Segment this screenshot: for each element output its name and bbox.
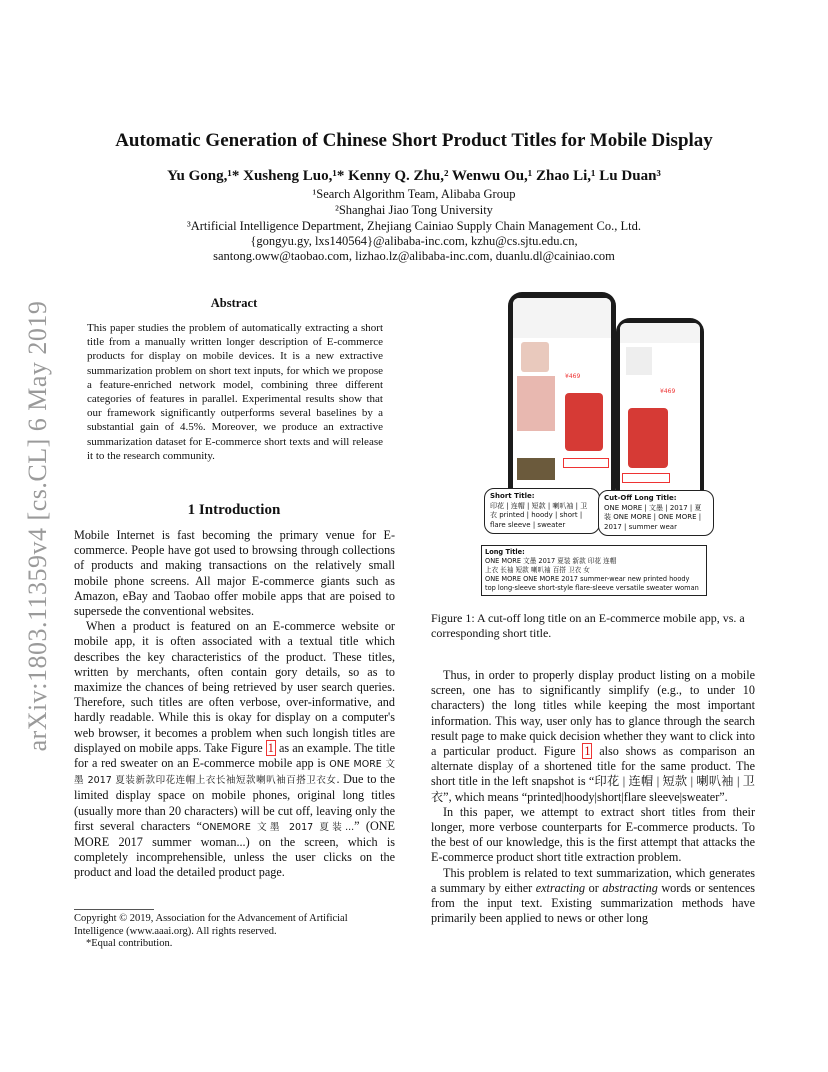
intro-paragraph-2: When a product is featured on an E-commerce website or mobile app, it is often associated with a textual title which describes the key characteristics of the product. These titles, written by merchants, often contain gory details, so as to maximize the chances of being retrieved by user search queries. Therefore, such titles are often verbose, over-informative, and hardly readable. While this is okay for display on a computer's web browser, it becomes a problem when such longish titles are displayed on mobile apps. Take Figure 1 as an example. The title for a red sweater on an E-commerce mobile app is ONE MORE 文墨 2017 夏装新款印花连帽上衣长袖短款喇叭袖百搭卫衣女. Due to the limited display space on mobile phones, original long titles (usually more than 20 characters) will be cut off, leaving only the first several characters “ONEMORE 文墨 2017 夏装...” (ONE MORE 2017 summer woman...) on the screen, which is completely incomprehensible, unless the user clicks on the product and load the detailed product page. (74, 619, 396, 880)
affiliation-1: ¹Search Algorithm Team, Alibaba Group (312, 187, 516, 201)
abstract-heading: Abstract (210, 296, 258, 310)
copyright-note: Copyright © 2019, Association for the Advancement of Artificial Intelligence (www.aaai.org). All rights reserved. (74, 913, 348, 937)
long-title-box: Long Title: ONE MORE 文墨 2017 夏装 新款 印花 连帽 上衣 长袖 短款 喇叭袖 百搭 卫衣 女 ONE MORE ONE MORE 2017 summer-wear new printed hoody top long-sleeve short-style flare-sleeve versatile sweater woman (481, 545, 707, 596)
affiliation-3: ³Artificial Intelligence Department, Zhejiang Cainiao Supply Chain Management Co., Ltd. (187, 219, 641, 233)
paper-title: Automatic Generation of Chinese Short Product Titles for Mobile Display (115, 130, 713, 151)
emails-line-2: santong.oww@taobao.com, lizhao.lz@alibaba-inc.com, duanlu.dl@cainiao.com (213, 249, 615, 263)
sweater-image-left (565, 393, 603, 451)
cutoff-title-bubble: Cut-Off Long Title: ONE MORE | 文墨 | 2017 | 夏装 ONE MORE | ONE MORE | 2017 | summer wear (598, 490, 714, 536)
emails-line-1: {gongyu.gy, lxs140564}@alibaba-inc.com, kzhu@cs.sjtu.edu.cn, (250, 234, 578, 248)
right-paragraph-3: This problem is related to text summarization, which generates a summary by either extracting or abstracting words or sentences from the input text. Existing summarization methods have primarily been applied to news or other long (431, 865, 756, 926)
footnote (74, 913, 395, 951)
phone-right-screen (620, 323, 700, 501)
arxiv-sidebar (8, 286, 68, 766)
author-list: Yu Gong,¹* Xusheng Luo,¹* Kenny Q. Zhu,² Wenwu Ou,¹ Zhao Li,¹ Lu Duan³ (167, 168, 661, 184)
sweater-image-right (628, 408, 668, 468)
phone-right (616, 318, 704, 506)
short-title-bubble: Short Title: 印花 | 连帽 | 短款 | 喇叭袖 | 卫衣 printed | hoody | short | flare sleeve | sweater (484, 488, 600, 534)
figure-ref-link-2[interactable]: 1 (584, 744, 591, 759)
price-left: ¥469 (565, 373, 581, 380)
phone-left (508, 292, 616, 502)
price-right: ¥469 (660, 388, 676, 395)
section-heading: 1 Introduction (187, 502, 281, 518)
affiliation-2: ²Shanghai Jiao Tong University (335, 203, 493, 217)
chinese-long-title: ONE MORE 文墨 2017 夏装新款印花连帽上衣长袖短款喇叭袖百搭卫衣女 (74, 759, 396, 787)
intro-paragraph-1: Mobile Internet is fast becoming the primary venue for E-commerce. People have got used to browsing through collections of products and making transactions on the relatively small mobile phone screens. All major E-commerce giants such as Amazon, eBay and Taobao offer mobile apps that are poised to supersede the conventional websites. (74, 528, 395, 619)
figure-caption: Figure 1: A cut-off long title on an E-commerce mobile app, vs. a corresponding short title. (431, 611, 745, 640)
footnote-rule (74, 909, 154, 910)
chinese-cut-title: ONEMORE 文墨 2017 夏装... (201, 821, 355, 833)
left-column (74, 528, 395, 881)
abstract-text: This paper studies the problem of automatically extracting a short title from a manually written longer description of E-commerce products for display on mobile devices. It is a new extractive summarization problem on short text inputs, for which we propose a feature-enriched network model, combining three different categories of features in parallel. Experimental results show that our framework significantly outperforms several baselines by a substantial gain of 4.5%. Moreover, we produce an extractive summarization dataset for E-commerce short texts and will release it to the research community. (87, 322, 383, 462)
right-column (431, 668, 755, 926)
equal-contribution-note: *Equal contribution. (86, 938, 173, 949)
right-paragraph-2: In this paper, we attempt to extract short titles from their longer, more verbose counterparts for E-commerce products. To the best of our knowledge, this is the first attempt that attacks the E-commerce product short title extraction problem. (431, 804, 755, 865)
phone-left-screen (513, 298, 611, 496)
arxiv-id: arXiv:1803.11359v4 [cs.CL] 6 May 2019 (23, 300, 52, 752)
figure-ref-link[interactable]: 1 (267, 740, 274, 755)
right-paragraph-1: Thus, in order to properly display product listing on a mobile screen, one has to significantly simplify (e.g., to under 10 characters) the long titles while keeping the most important information. This way, user only has to glance through the search result page to make quick decision whether they want to click into a particular product. Figure 1 also shows as comparison an alternate display of a shortened title for the same product. The short title in the left snapshot is “印花 | 连帽 | 短款 | 喇叭袖 | 卫衣”, which means “printed|hoody|short|flare sleeve|sweater”. (431, 668, 755, 804)
